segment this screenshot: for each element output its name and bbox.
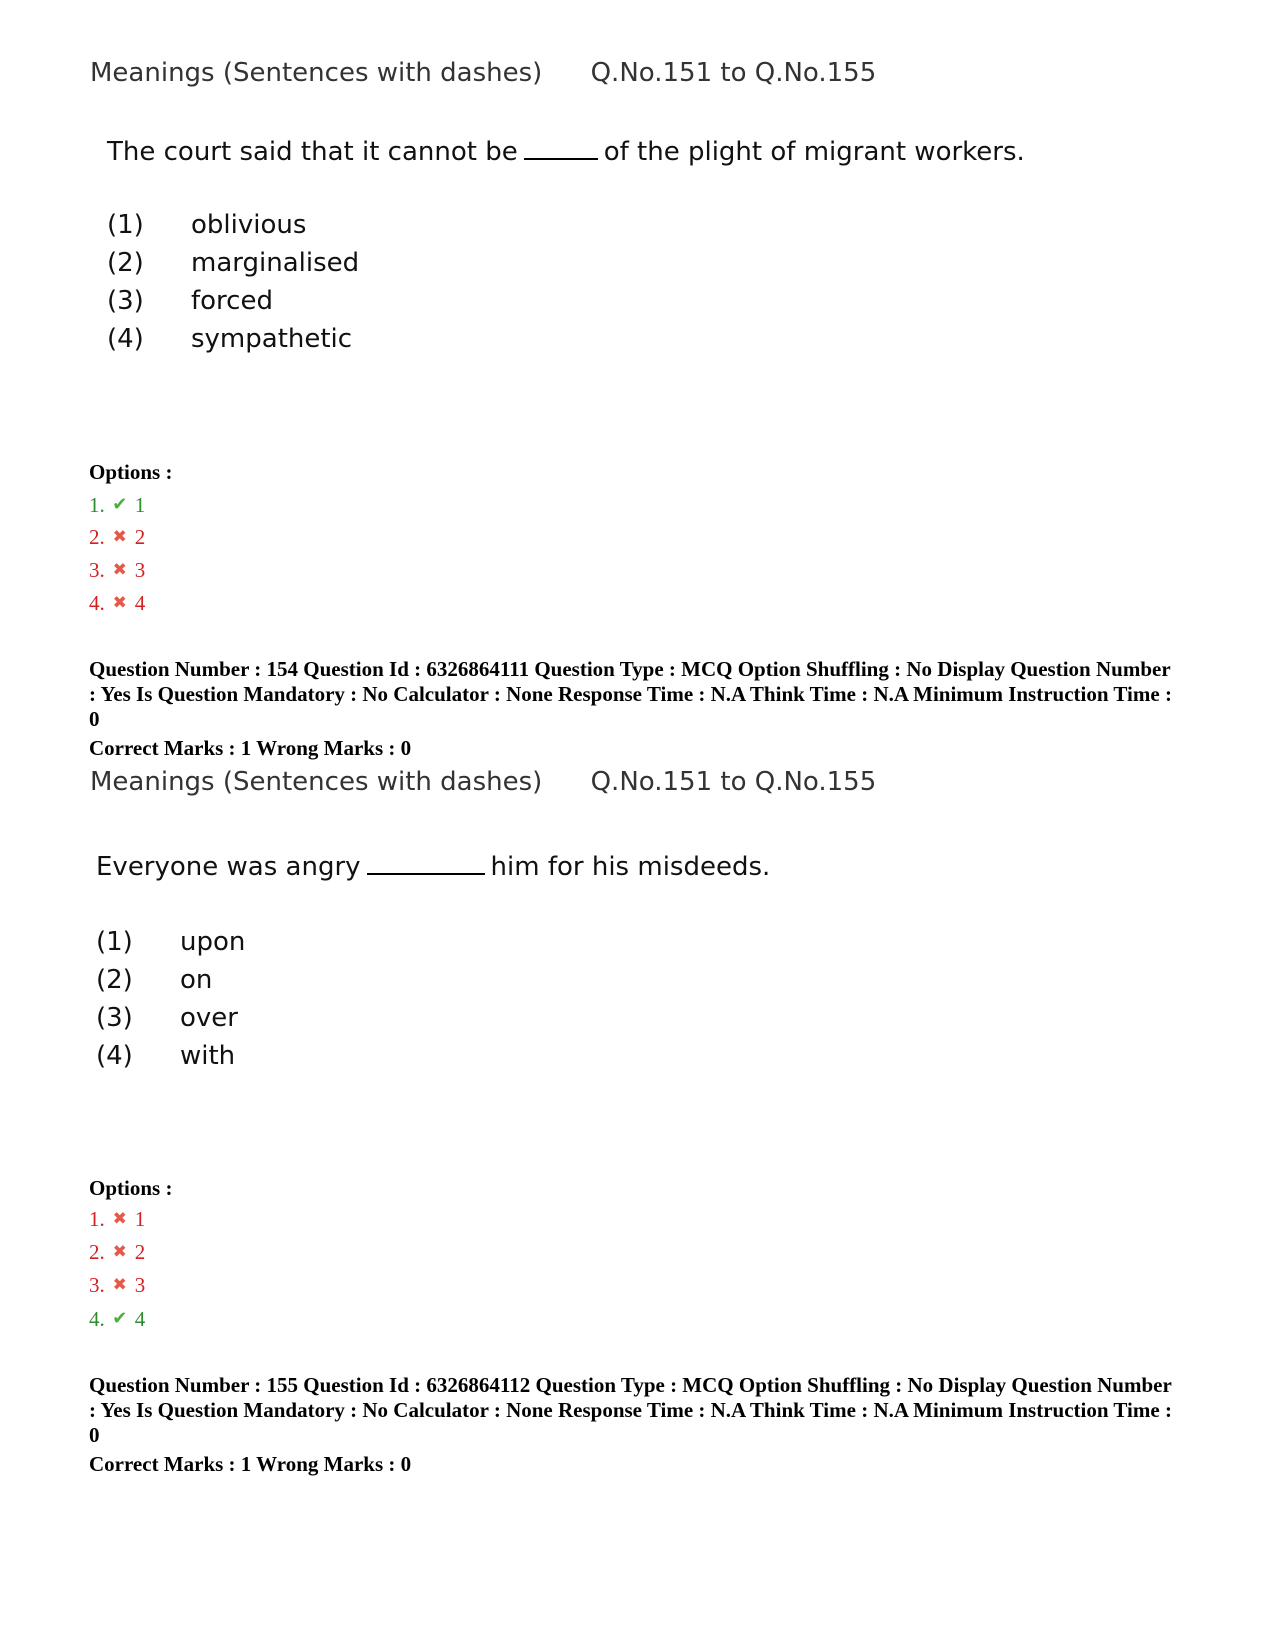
choice-number: (1) [107, 210, 144, 240]
option-item [89, 488, 145, 521]
options-list [89, 488, 145, 620]
choice-item [107, 320, 359, 358]
answer-blank [524, 136, 598, 160]
cross-icon: ✖ [112, 1209, 127, 1229]
option-item [89, 1236, 145, 1269]
options-list [89, 1203, 145, 1335]
option-index: 4. [89, 1307, 105, 1331]
choice-text: marginalised [191, 248, 360, 278]
option-value: 4 [134, 591, 146, 615]
check-icon: ✔ [112, 1308, 128, 1329]
choice-item [96, 1037, 245, 1075]
option-item [89, 1203, 145, 1236]
choice-text: with [180, 1041, 236, 1071]
choice-item [96, 923, 245, 961]
choice-text: oblivious [191, 210, 307, 240]
option-index: 1. [89, 1207, 105, 1231]
section-title: Meanings (Sentences with dashes) [90, 767, 543, 797]
option-index: 2. [89, 525, 105, 549]
option-item [89, 1269, 145, 1302]
option-value: 3 [134, 1273, 146, 1297]
choice-text: sympathetic [191, 324, 353, 354]
check-icon: ✔ [112, 494, 128, 515]
question-text-after: of the plight of migrant workers. [603, 137, 1025, 167]
choice-text: upon [180, 927, 246, 957]
question-text-before: Everyone was angry [96, 852, 361, 882]
option-item [89, 521, 145, 554]
cross-icon: ✖ [112, 527, 127, 547]
question-metadata: Question Number : 155 Question Id : 6326864112 Question Type : MCQ Option Shuffling : No Display Question Number : Yes Is Question Mandatory : No Calculator : None Response Time : N.A Think Time : N.A Minimum Instruction Time : 0 [89, 1373, 1172, 1447]
choice-item [107, 206, 359, 244]
answer-blank [367, 851, 485, 875]
option-index: 3. [89, 558, 105, 582]
choice-item [96, 999, 245, 1037]
choice-list [96, 923, 245, 1075]
choice-item [107, 244, 359, 282]
option-index: 2. [89, 1240, 105, 1264]
choice-number: (3) [107, 286, 144, 316]
option-value: 2 [134, 1240, 146, 1264]
cross-icon: ✖ [112, 560, 127, 580]
choice-text: over [180, 1003, 238, 1033]
choice-item [96, 961, 245, 999]
choice-number: (1) [96, 927, 133, 957]
option-item [89, 587, 145, 620]
question-range: Q.No.151 to Q.No.155 [590, 58, 877, 88]
choice-item [107, 282, 359, 320]
option-value: 1 [134, 493, 146, 517]
option-index: 4. [89, 591, 105, 615]
cross-icon: ✖ [112, 1275, 127, 1295]
question-text-before: The court said that it cannot be [107, 137, 518, 167]
option-value: 1 [134, 1207, 146, 1231]
option-item [89, 1302, 145, 1335]
cross-icon: ✖ [112, 593, 127, 613]
marks-info: Correct Marks : 1 Wrong Marks : 0 [89, 1452, 412, 1476]
choice-number: (2) [96, 965, 133, 995]
question-text [96, 851, 770, 882]
option-index: 3. [89, 1273, 105, 1297]
marks-info: Correct Marks : 1 Wrong Marks : 0 [89, 736, 412, 760]
section-header [90, 767, 876, 797]
option-value: 2 [134, 525, 146, 549]
section-title: Meanings (Sentences with dashes) [90, 58, 543, 88]
choice-number: (4) [107, 324, 144, 354]
option-value: 4 [134, 1307, 146, 1331]
options-label: Options : [89, 1176, 173, 1200]
question-metadata: Question Number : 154 Question Id : 6326864111 Question Type : MCQ Option Shuffling : No Display Question Number : Yes Is Question Mandatory : No Calculator : None Response Time : N.A Think Time : N.A Minimum Instruction Time : 0 [89, 657, 1172, 731]
question-range: Q.No.151 to Q.No.155 [590, 767, 877, 797]
option-value: 3 [134, 558, 146, 582]
cross-icon: ✖ [112, 1242, 127, 1262]
choice-number: (4) [96, 1041, 133, 1071]
choice-number: (3) [96, 1003, 133, 1033]
question-text-after: him for his misdeeds. [490, 852, 771, 882]
choice-list [107, 206, 359, 358]
choice-text: on [180, 965, 213, 995]
option-index: 1. [89, 493, 105, 517]
option-item [89, 554, 145, 587]
options-label: Options : [89, 460, 173, 484]
choice-number: (2) [107, 248, 144, 278]
question-text [107, 136, 1025, 167]
section-header [90, 58, 876, 88]
choice-text: forced [191, 286, 273, 316]
